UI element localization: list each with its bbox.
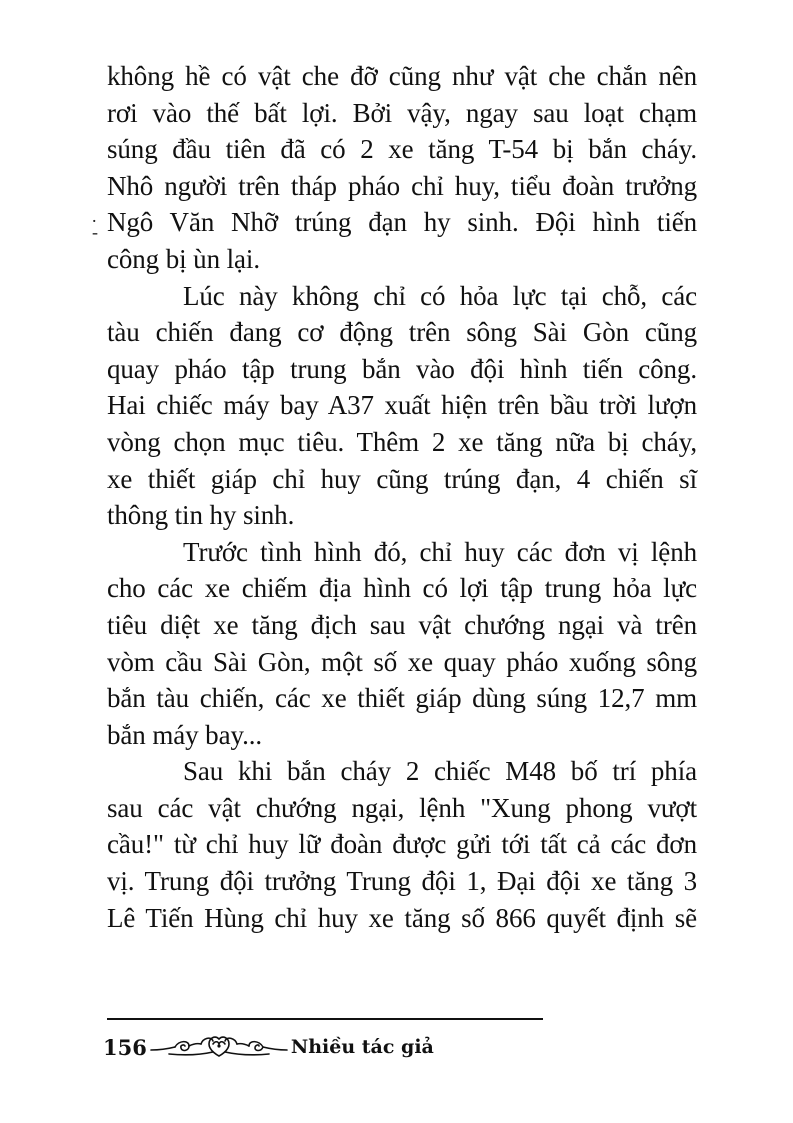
text-line: súng đầu tiên đã có 2 xe tăng T-54 bị bắn cháy. bbox=[107, 134, 697, 165]
text-line: Hai chiếc máy bay A37 xuất hiện trên bầu trời lượn bbox=[107, 390, 697, 421]
text-line: vòm cầu Sài Gòn, một số xe quay pháo xuống sông bbox=[107, 646, 697, 677]
text-line: Lê Tiến Hùng chỉ huy xe tăng số 866 quyết định sẽ bbox=[107, 902, 697, 933]
text-line: không hề có vật che đỡ cũng như vật che chắn nên bbox=[107, 61, 697, 91]
text-line: tàu chiến đang cơ động trên sông Sài Gòn cũng bbox=[107, 317, 697, 348]
floral-divider-icon bbox=[149, 1032, 289, 1062]
text-line: thông tin hy sinh. bbox=[107, 500, 295, 531]
text-line: tiêu diệt xe tăng địch sau vật chướng ngại và trên bbox=[107, 609, 697, 640]
text-line: bắn máy bay... bbox=[107, 719, 263, 750]
text-line: Trước tình hình đó, chỉ huy các đơn vị lệnh bbox=[183, 536, 697, 567]
page-footer bbox=[103, 1030, 434, 1064]
text-line: Lúc này không chỉ có hỏa lực tại chỗ, các bbox=[183, 280, 697, 311]
text-line: sau các vật chướng ngại, lệnh "Xung phong vượt bbox=[107, 792, 697, 823]
text-line: rơi vào thế bất lợi. Bởi vậy, ngay sau loạt chạm bbox=[107, 97, 697, 128]
text-line: bắn tàu chiến, các xe thiết giáp dùng súng 12,7 mm bbox=[107, 683, 697, 714]
text-line: Ngô Văn Nhỡ trúng đạn hy sinh. Đội hình tiến bbox=[107, 207, 697, 238]
page-number: 156 bbox=[103, 1034, 147, 1060]
text-line: quay pháo tập trung bắn vào đội hình tiến công. bbox=[107, 353, 697, 384]
text-line: công bị ùn lại. bbox=[107, 243, 260, 274]
text-line: cho các xe chiếm địa hình có lợi tập trung hỏa lực bbox=[107, 573, 697, 604]
text-line: xe thiết giáp chỉ huy cũng trúng đạn, 4 chiến sĩ bbox=[107, 463, 697, 494]
scan-artifact: . bbox=[92, 206, 97, 226]
text-line: Sau khi bắn cháy 2 chiếc M48 bố trí phía bbox=[183, 756, 697, 787]
scan-artifact: - bbox=[92, 222, 98, 242]
footer-rule bbox=[107, 1018, 543, 1020]
author-credit: Nhiều tác giả bbox=[290, 1036, 434, 1058]
body-text bbox=[107, 58, 697, 936]
text-line: vòng chọn mục tiêu. Thêm 2 xe tăng nữa bị cháy, bbox=[107, 426, 697, 457]
text-line: vị. Trung đội trưởng Trung đội 1, Đại đội xe tăng 3 bbox=[107, 866, 697, 897]
text-line: Nhô người trên tháp pháo chỉ huy, tiểu đoàn trưởng bbox=[107, 170, 697, 201]
text-line: cầu!" từ chỉ huy lữ đoàn được gửi tới tất cả các đơn bbox=[107, 829, 697, 860]
